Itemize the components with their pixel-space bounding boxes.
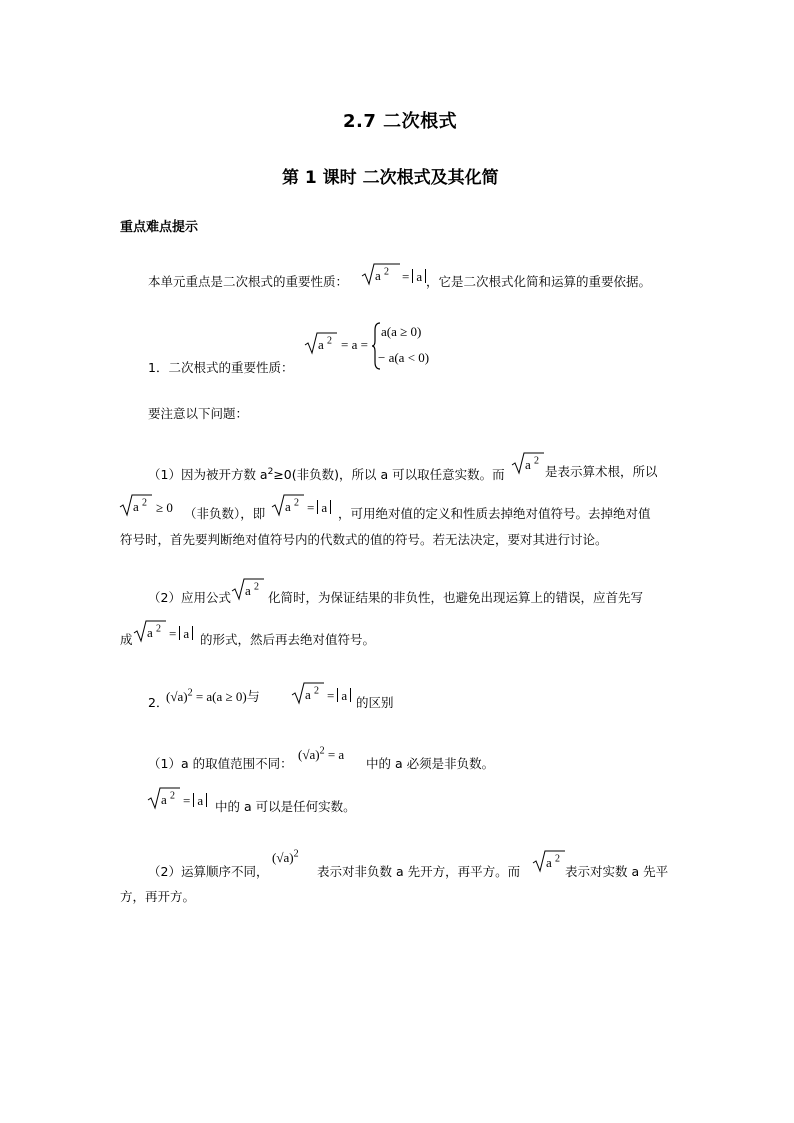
- point2-line2-suffix: 的形式，然后再去绝对值符号。: [200, 632, 376, 647]
- equals-sign: =: [402, 269, 410, 284]
- intro-suffix: ，它是二次根式化简和运算的重要依据。: [426, 274, 652, 289]
- point1-line2-suffix: ，可用绝对值的定义和性质去掉绝对值符号。去掉绝对值: [338, 506, 651, 521]
- diff1-formula: $(√a)^2 = a$: [298, 745, 345, 762]
- point2-sqrt-a: a $^2$: [232, 577, 266, 601]
- point1-ge-zero: ≥ 0: [156, 500, 173, 515]
- diff2-sqrt-a: a $^2$: [533, 849, 567, 873]
- point1-sqrt-a: a $^2$: [512, 451, 546, 475]
- section2-sqrt-abs: a $^2$ = a: [292, 681, 372, 705]
- point1-line2-mid: （非负数），即: [184, 506, 266, 521]
- property1-equals: = a =: [341, 337, 368, 352]
- exponent: 2: [327, 335, 333, 347]
- diff1-line2-suffix: 中的 a 可以是任何实数。: [215, 799, 356, 814]
- diff2-line1-mid: 表示对非负数 a 先开方，再平方。而: [317, 864, 521, 879]
- property1-sqrt: [305, 331, 375, 355]
- page-title: 2.7 二次根式: [343, 111, 458, 132]
- intro-prefix: 本单元重点是二次根式的重要性质：: [148, 274, 349, 289]
- diff2-line2: 方，再开方。: [120, 889, 196, 904]
- property1-case1: a(a ≥ 0): [381, 324, 422, 339]
- property1-case2: − a(a < 0): [378, 350, 430, 365]
- diff2-line1-prefix: （2）运算顺序不同，: [148, 864, 269, 879]
- point2-line1-prefix: （2）应用公式: [148, 590, 231, 605]
- property1-label: 1．二次根式的重要性质：: [148, 360, 294, 375]
- note-line: 要注意以下问题：: [148, 406, 249, 421]
- point2-line1-suffix: 化简时，为保证结果的非负性，也避免出现运算上的错误，应首先写: [268, 590, 644, 605]
- section2-suffix: 的区别: [356, 695, 394, 710]
- diff2-formula: $(√a)^2$: [272, 848, 299, 865]
- diff1-line1-suffix: 中的 a 必须是非负数。: [366, 756, 495, 771]
- diff1-line1-prefix: （1）a 的取值范围不同：: [148, 756, 293, 771]
- radicand: a: [375, 268, 381, 283]
- point1-sqrt-b: a $^2$: [120, 493, 154, 517]
- section-heading: 重点难点提示: [120, 220, 199, 235]
- lesson-subtitle: 第 1 课时 二次根式及其化简: [282, 168, 499, 188]
- abs-bar-left: [412, 269, 413, 283]
- point1-line1-suffix: 是表示算术根，所以: [545, 464, 658, 479]
- radicand: a: [318, 337, 324, 352]
- point1-line3: 符号时，首先要判断绝对值符号内的代数式的值的符号。若无法决定，要对其进行讨论。: [120, 532, 608, 547]
- point2-sqrt-abs: a $^2$ = a: [134, 619, 214, 643]
- abs-value-var: a: [416, 269, 423, 284]
- point2-line2-prefix: 成: [120, 632, 133, 647]
- point1-line1-prefix: （1）因为被开方数 $a^2\ge 0$(非负数)，所以 a 可以取任意实数。而: [148, 467, 505, 483]
- diff2-line1-suffix: 表示对实数 a 先平: [565, 864, 669, 879]
- section2-number: 2．: [148, 695, 169, 710]
- point1-sqrt-abs: a $^2$ = a: [272, 493, 352, 517]
- section2-formula-left: $(√a)^2 = a(a \ge 0)$与: [166, 687, 260, 704]
- diff1-sqrt-abs: a $^2$ = a: [148, 786, 228, 810]
- exponent: 2: [384, 266, 390, 278]
